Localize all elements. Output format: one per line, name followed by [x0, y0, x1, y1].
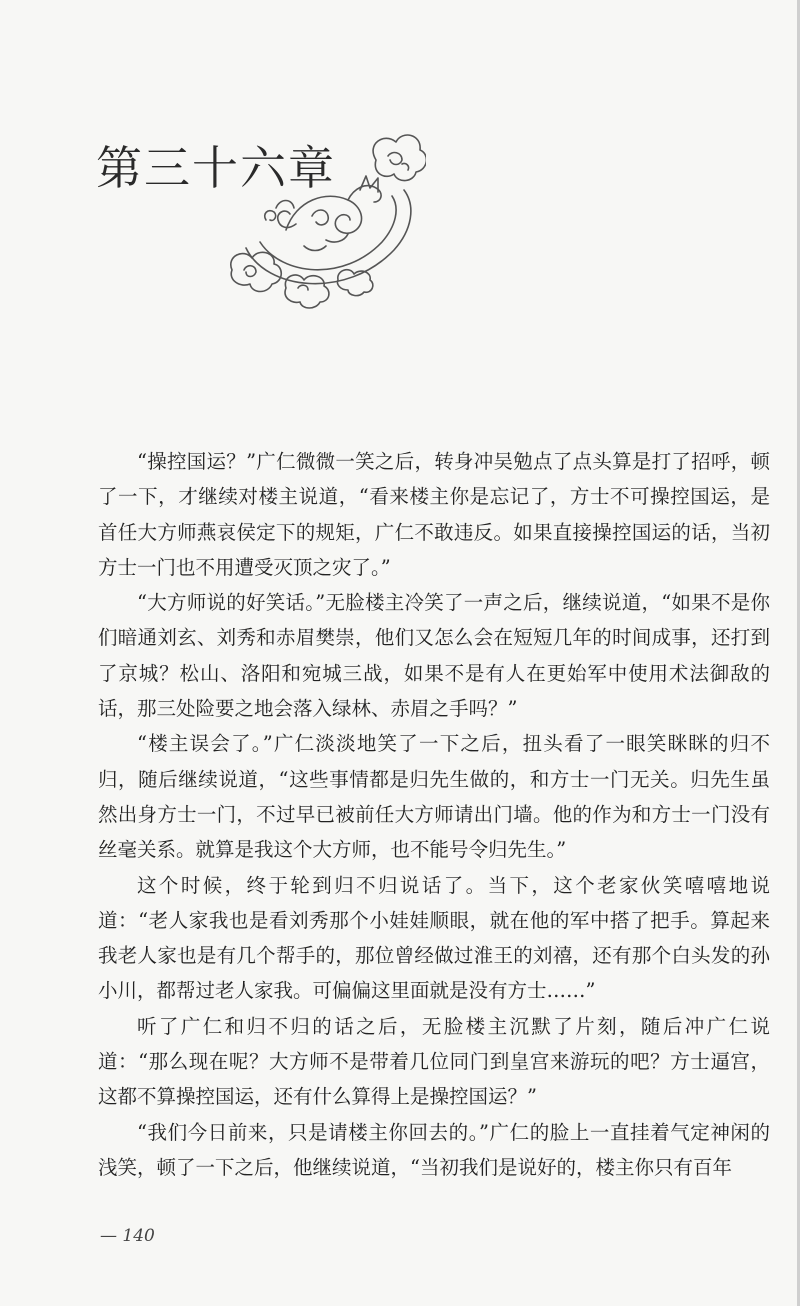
chapter-title: 第三十六章	[96, 141, 336, 195]
chapter-body	[98, 444, 770, 1185]
page-number: — 140	[100, 1226, 155, 1246]
paragraph: 听了广仁和归不归的话之后，无脸楼主沉默了片刻，随后冲广仁说道：“那么现在呢？大方师不是带着几位同门到皇宫来游玩的吧？方士逼宫，这都不算操控国运，还有什么算得上是操控国运？”	[98, 1014, 770, 1109]
paragraph: “大方师说的好笑话。”无脸楼主冷笑了一声之后，继续说道，“如果不是你们暗通刘玄、刘秀和赤眉樊崇，他们又怎么会在短短几年的时间成事，还打到了京城？松山、洛阳和宛城三战，如果不是有人在更始军中使用术法御敌的话，那三处险要之地会落入绿林、赤眉之手吗？”	[98, 591, 770, 721]
cloud-dragon-ornament-icon	[226, 120, 426, 310]
paragraph: 这个时候，终于轮到归不归说话了。当下，这个老家伙笑嘻嘻地说道：“老人家我也是看刘秀那个小娃娃顺眼，就在他的军中搭了把手。算起来我老人家也是有几个帮手的，那位曾经做过淮王的刘禧，还有那个白头发的孙小川，都帮过老人家我。可偏偏这里面就是没有方士……”	[98, 873, 770, 1003]
paragraph: “楼主误会了。”广仁淡淡地笑了一下之后，扭头看了一眼笑眯眯的归不归，随后继续说道，“这些事情都是归先生做的，和方士一门无关。归先生虽然出身方士一门，不过早已被前任大方师请出门墙。他的作为和方士一门没有丝毫关系。就算是我这个大方师，也不能号令归先生。”	[98, 732, 770, 862]
paragraph: “操控国运？”广仁微微一笑之后，转身冲吴勉点了点头算是打了招呼，顿了一下，才继续对楼主说道，“看来楼主你是忘记了，方士不可操控国运，是首任大方师燕哀侯定下的规矩，广仁不敢违反。如果直接操控国运的话，当初方士一门也不用遭受灭顶之灾了。”	[98, 450, 770, 579]
paragraph: “我们今日前来，只是请楼主你回去的。”广仁的脸上一直挂着气定神闲的浅笑，顿了一下之后，他继续说道，“当初我们是说好的，楼主你只有百年	[98, 1120, 770, 1179]
